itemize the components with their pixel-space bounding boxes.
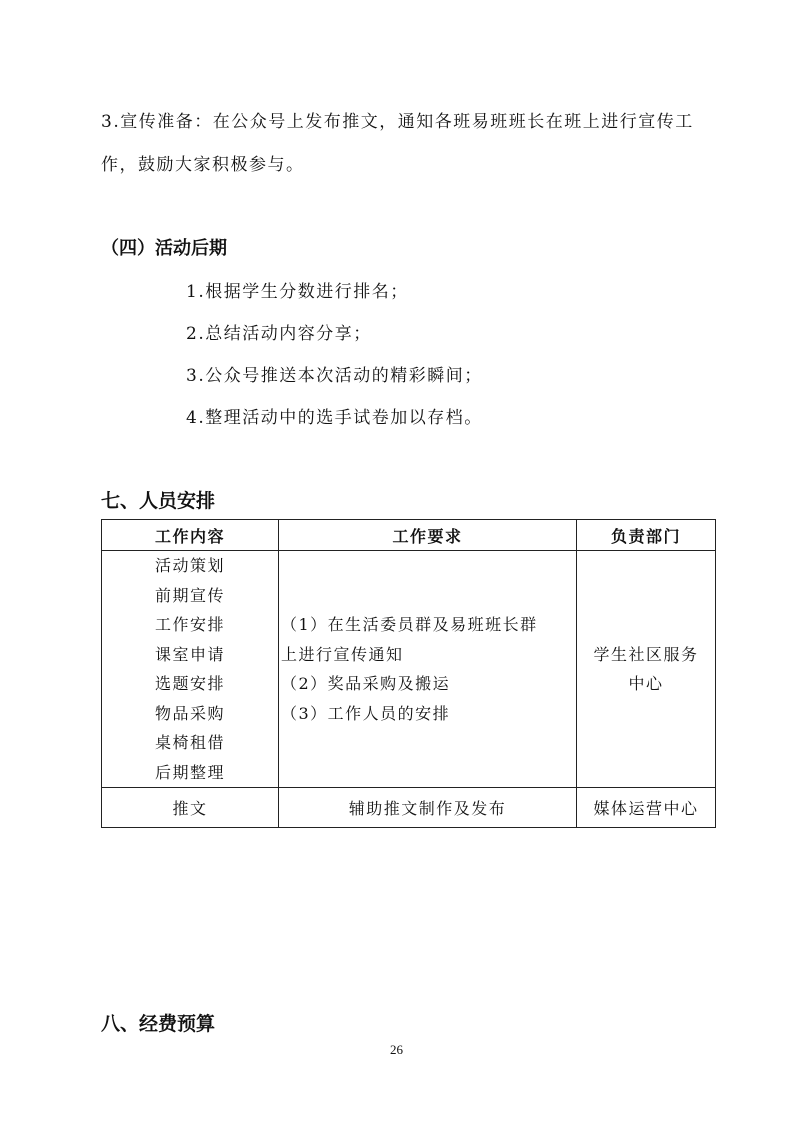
requirement-line: （3）工作人员的安排 — [281, 703, 451, 723]
requirement-line: （2）奖品采购及搬运 — [281, 674, 451, 693]
work-item: 桌椅租借 — [154, 733, 225, 752]
staff-arrangement-table — [101, 519, 716, 828]
table-row — [102, 788, 716, 828]
work-content-cell — [102, 551, 279, 788]
list-item: 1.根据学生分数进行排名； — [186, 282, 409, 302]
work-item: 工作安排 — [154, 615, 225, 634]
table-row — [102, 551, 716, 788]
section-4-heading: （四）活动后期 — [101, 238, 227, 259]
section-7-heading: 七、人员安排 — [101, 490, 216, 512]
header-work-requirements: 工作要求 — [279, 520, 577, 551]
work-item: 后期整理 — [154, 762, 225, 782]
requirements-cell — [279, 551, 577, 788]
work-item: 物品采购 — [154, 703, 225, 723]
department-line: 中心 — [628, 674, 664, 693]
work-item: 活动策划 — [154, 556, 225, 575]
table-header-row — [102, 520, 716, 551]
publicity-line-2: 作，鼓励大家积极参与。 — [101, 155, 305, 175]
page-number: 26 — [390, 1042, 403, 1057]
section-8-heading: 八、经费预算 — [101, 1013, 216, 1035]
requirement-line: （1）在生活委员群及易班班长群 — [281, 615, 538, 634]
header-work-content: 工作内容 — [102, 520, 279, 551]
list-item: 2.总结活动内容分享； — [186, 324, 372, 344]
header-department: 负责部门 — [577, 520, 716, 551]
work-item: 课室申请 — [154, 644, 225, 664]
requirements-cell: 辅助推文制作及发布 — [279, 788, 577, 828]
department-cell — [577, 551, 716, 788]
publicity-line-1: 3.宣传准备：在公众号上发布推文，通知各班易班班长在班上进行宣传工 — [101, 112, 694, 132]
list-item: 3.公众号推送本次活动的精彩瞬间； — [186, 366, 483, 386]
department-line: 学生社区服务 — [593, 644, 699, 664]
work-item: 选题安排 — [154, 674, 225, 693]
work-content-cell: 推文 — [102, 788, 279, 828]
department-cell: 媒体运营中心 — [577, 788, 716, 828]
list-item: 4.整理活动中的选手试卷加以存档。 — [186, 408, 483, 428]
requirement-line: 上进行宣传通知 — [281, 644, 404, 664]
work-item: 前期宣传 — [154, 585, 225, 605]
